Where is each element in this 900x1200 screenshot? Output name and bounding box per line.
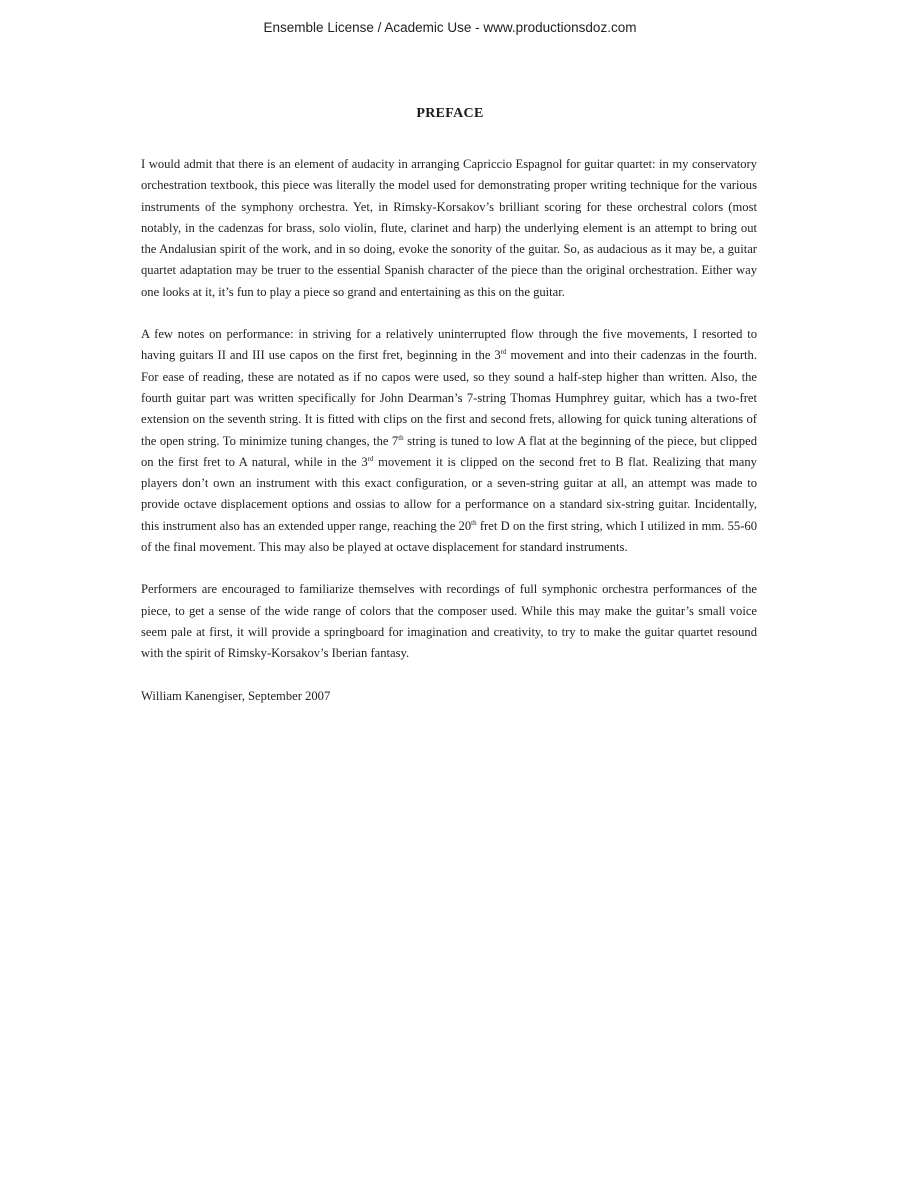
ordinal-suffix: th	[398, 433, 404, 442]
paragraph-1: I would admit that there is an element of audacity in arranging Capriccio Espagnol for guitar quartet: in my conservatory orchestration textbook, this piece was literally the model used for demonstrating proper writing technique for the various instruments of the symphony orchestra. Yet, in Rimsky-Korsakov’s brilliant scoring for these orchestral colors (most notably, in the cadenzas for brass, solo violin, flute, clarinet and harp) the underlying element is an attempt to bring out the Andalusian spirit of the work, and in so doing, evoke the sonority of the guitar. So, as audacious as it may be, a guitar quartet adaptation may be truer to the essential Spanish character of the piece than the original orchestration. Either way one looks at it, it’s fun to play a piece so grand and entertaining as this on the guitar.	[141, 157, 757, 299]
signature: William Kanengiser, September 2007	[141, 688, 331, 703]
preface-body	[141, 154, 757, 728]
paragraph-2-part-3: string is tuned to low A flat at the beginning of the piece, but clipped on the first fret to A natural, while in the 3	[141, 433, 757, 469]
license-header: Ensemble License / Academic Use - www.productionsdoz.com	[263, 20, 637, 35]
ordinal-suffix: th	[471, 518, 477, 527]
paragraph-3: Performers are encouraged to familiarize themselves with recordings of full symphonic orchestra performances of the piece, to get a sense of the wide range of colors that the composer used. While this may make the guitar’s small voice seem pale at first, it will provide a springboard for imagination and creativity, to try to make the guitar quartet resound with the spirit of Rimsky-Korsakov’s Iberian fantasy.	[141, 582, 757, 661]
paragraph-2	[141, 324, 757, 558]
paragraph-2-part-4: movement it is clipped on the second fret to B flat. Realizing that many players don’t own an instrument with this exact configuration, or a seven-string guitar at all, an attempt was made to provide octave displacement options and ossias to allow for a performance on a standard six-string guitar. Incidentally, this instrument also has an extended upper range, reaching the 20	[141, 454, 757, 533]
paragraph-2-part-5: fret D on the first string, which I utilized in mm. 55-60 of the final movement. This may also be played at octave displacement for standard instruments.	[141, 518, 757, 555]
paragraph-2-part-2: movement and into their cadenzas in the fourth. For ease of reading, these are notated as if no capos were used, so they sound a half-step higher than written. Also, the fourth guitar part was written specifically for John Dearman’s 7-string Thomas Humphrey guitar, which has a two-fret extension on the seventh string. It is fitted with clips on the first and second frets, allowing for quick tuning alterations of the open string. To minimize tuning changes, the 7	[141, 348, 757, 448]
ordinal-suffix: rd	[500, 348, 507, 357]
ordinal-suffix: rd	[367, 454, 374, 463]
paragraph-2-part-1: A few notes on performance: in striving for a relatively uninterrupted flow through the five movements, I resorted to having guitars II and III use capos on the first fret, beginning in the 3	[141, 327, 757, 363]
page-title: PREFACE	[416, 106, 484, 121]
